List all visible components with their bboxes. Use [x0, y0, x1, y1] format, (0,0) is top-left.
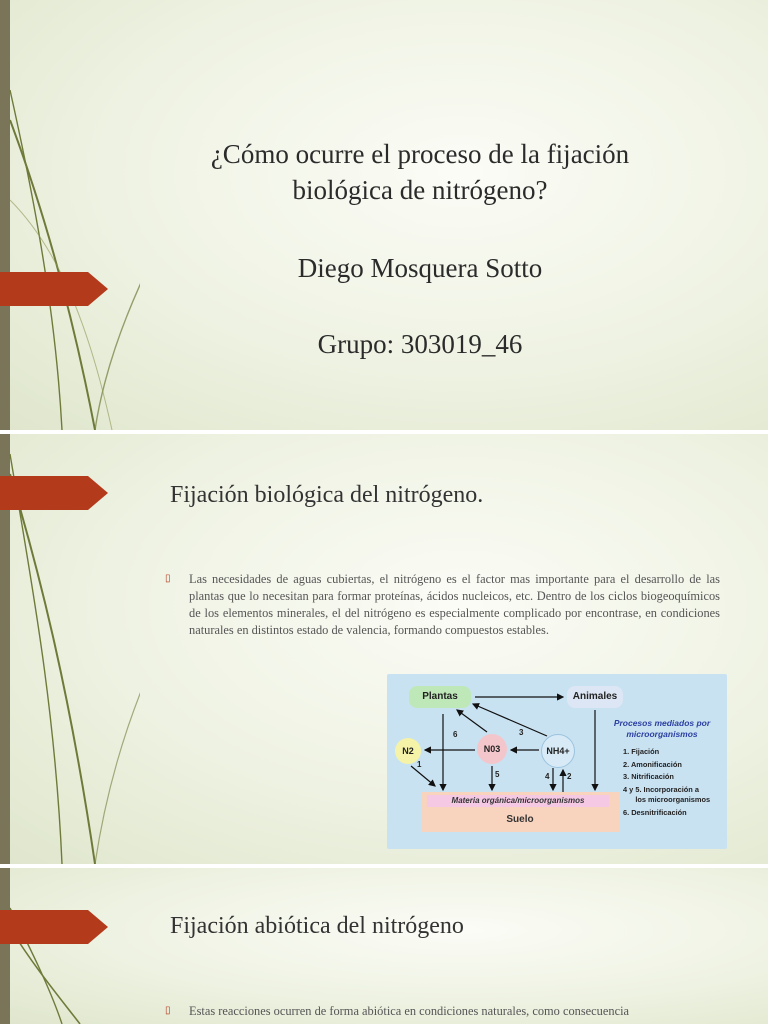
presentation-title	[140, 136, 700, 208]
author-name: Diego Mosquera Sotto	[297, 253, 543, 283]
process-number: 2	[567, 772, 572, 781]
slide-heading: Fijación abiótica del nitrógeno	[170, 913, 464, 939]
process-number: 4	[545, 772, 550, 781]
process-item: 4 y 5. Incorporación a los microorganismos	[623, 784, 711, 804]
node-animales: Animales	[567, 686, 623, 708]
leaf-decoration	[0, 868, 140, 1024]
node-nh4: NH4+	[541, 734, 575, 768]
bullet-icon: ▯	[165, 573, 171, 584]
abiotic-fixation-slide	[0, 868, 768, 1024]
nitrogen-cycle-diagram	[387, 674, 727, 849]
process-item: 2. Amonificación	[623, 759, 682, 769]
paragraph-text: Estas reacciones ocurren de forma abiótica en condiciones naturales, como consecuencia	[189, 1004, 630, 1018]
processes-title: Procesos mediados por microorganismos	[613, 718, 711, 739]
node-plantas: Plantas	[409, 686, 471, 708]
slide-marker-tab	[0, 476, 108, 510]
group-label: Grupo: 303019_46	[317, 329, 523, 359]
bullet-paragraph	[165, 1003, 720, 1020]
process-number: 6	[453, 730, 458, 739]
node-suelo: Suelo	[506, 814, 534, 825]
title-line-2: biológica de nitrógeno?	[292, 175, 548, 205]
process-item: 6. Desnitrificación	[623, 807, 687, 817]
slide-heading: Fijación biológica del nitrógeno.	[170, 482, 484, 508]
process-item: 3. Nitrificación	[623, 772, 674, 781]
slide-marker-tab	[0, 910, 108, 944]
process-item: 1. Fijación	[623, 747, 660, 756]
bullet-paragraph	[165, 571, 720, 639]
process-number: 3	[519, 728, 524, 737]
title-line-1: ¿Cómo ocurre el proceso de la fijación	[210, 139, 630, 169]
processes-list	[623, 746, 727, 819]
title-slide	[0, 0, 768, 430]
node-no3: N03	[477, 734, 507, 764]
biological-fixation-slide	[0, 434, 768, 864]
slide-marker-tab	[0, 272, 108, 306]
process-number: 1	[417, 760, 422, 769]
leaf-decoration	[0, 0, 140, 430]
node-materia-organica: Materia orgánica/microorganismos	[427, 795, 609, 807]
process-number: 5	[495, 770, 500, 779]
node-n2: N2	[395, 738, 421, 764]
bullet-icon: ▯	[165, 1005, 171, 1016]
paragraph-text: Las necesidades de aguas cubiertas, el nitrógeno es el factor mas importante para el desarrollo de las plantas que lo necesitan para formar proteínas, ácidos nucleicos, etc. Dentro de los ciclos biogeoquímicos de los elementos minerales, el del nitrógeno es especialmente complicado por encontrase, en condiciones naturales en distintos estado de valencia, formando compuestos estables.	[189, 572, 720, 637]
